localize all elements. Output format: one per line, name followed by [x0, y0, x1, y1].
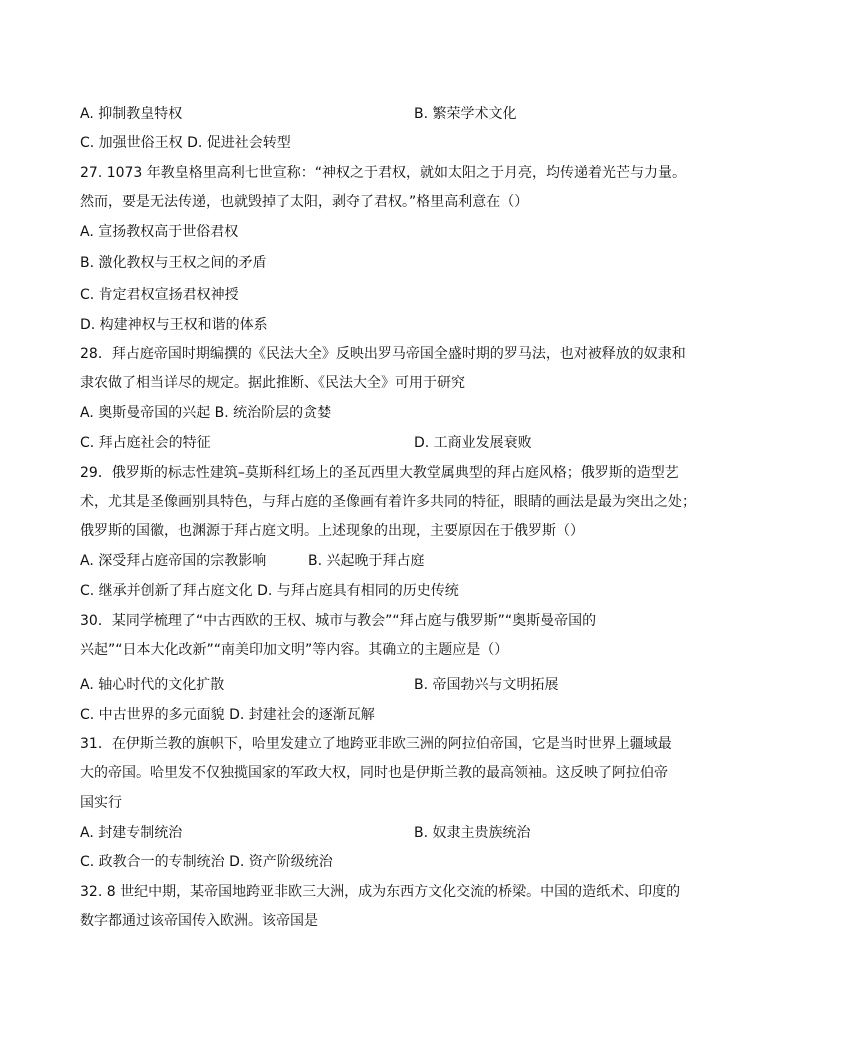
question-28-text: 28．拜占庭帝国时期编撰的《民法大全》反映出罗马帝国全盛时期的罗马法，也对被释放的奴隶和 — [80, 346, 686, 362]
question-29-text: 术，尤其是圣像画别具特色，与拜占庭的圣像画有着许多共同的特征，眼睛的画法是最为突出之处； — [80, 494, 696, 510]
question-28-text: 隶农做了相当详尽的规定。据此推断、《民法大全》可用于研究 — [80, 375, 465, 391]
option-a: A. 封建专制统治 — [80, 825, 183, 841]
option-row: C. 政教合一的专制统治 D. 资产阶级统治 — [80, 854, 333, 870]
option-row: C. 继承并创新了拜占庭文化 D. 与拜占庭具有相同的历史传统 — [80, 583, 459, 599]
question-32-text: 32. 8 世纪中期，某帝国地跨亚非欧三大洲，成为东西方文化交流的桥梁。中国的造纸术、印度的 — [80, 884, 681, 900]
question-30-text: 30．某同学梳理了“中古西欧的王权、城市与教会”“拜占庭与俄罗斯”“奥斯曼帝国的 — [80, 613, 597, 629]
option-row — [80, 551, 425, 571]
option-a: A. 轴心时代的文化扩散 — [80, 677, 225, 693]
option-a: A. 深受拜占庭帝国的宗教影响 — [80, 553, 267, 569]
option-d: D. 构建神权与王权和谐的体系 — [80, 317, 268, 333]
option-a: A. 宣扬教权高于世俗君权 — [80, 224, 239, 240]
option-row — [80, 433, 532, 453]
question-29-text: 俄罗斯的国徽，也渊源于拜占庭文明。上述现象的出现，主要原因在于俄罗斯（） — [80, 523, 584, 539]
question-29-text: 29．俄罗斯的标志性建筑–莫斯科红场上的圣瓦西里大教堂属典型的拜占庭风格；俄罗斯的造型艺 — [80, 465, 679, 481]
question-27-text: 然而，要是无法传递，也就毁掉了太阳，剥夺了君权。”格里高利意在（） — [80, 194, 529, 210]
option-row: C. 加强世俗王权 D. 促进社会转型 — [80, 135, 291, 151]
question-32-text: 数字都通过该帝国传入欧洲。该帝国是 — [80, 913, 318, 929]
question-31-text: 31．在伊斯兰教的旗帜下，哈里发建立了地跨亚非欧三洲的阿拉伯帝国，它是当时世界上疆域最 — [80, 736, 672, 752]
option-c: C. 肯定君权宣扬君权神授 — [80, 287, 239, 303]
option-b: B. 激化教权与王权之间的矛盾 — [80, 255, 267, 271]
option-row — [80, 675, 559, 695]
option-b: B. 帝国勃兴与文明拓展 — [414, 677, 559, 693]
option-row: C. 中古世界的多元面貌 D. 封建社会的逐渐瓦解 — [80, 707, 375, 723]
option-row — [80, 104, 517, 124]
option-d: D. 工商业发展衰败 — [414, 435, 532, 451]
question-31-text: 国实行 — [80, 795, 122, 811]
option-b: B. 兴起晚于拜占庭 — [308, 553, 425, 569]
option-a: A. 抑制教皇特权 — [80, 106, 183, 122]
question-27-text: 27. 1073 年教皇格里高利七世宣称：“神权之于君权，就如太阳之于月亮，均传递着光芒与力量。 — [80, 165, 687, 181]
option-b: B. 奴隶主贵族统治 — [414, 825, 531, 841]
option-c: C. 拜占庭社会的特征 — [80, 435, 211, 451]
question-31-text: 大的帝国。哈里发不仅独揽国家的军政大权，同时也是伊斯兰教的最高领袖。这反映了阿拉伯帝 — [80, 765, 668, 781]
option-b: B. 繁荣学术文化 — [414, 106, 517, 122]
option-row: A. 奥斯曼帝国的兴起 B. 统治阶层的贪婪 — [80, 405, 332, 421]
option-row — [80, 823, 531, 843]
question-30-text: 兴起”“日本大化改新”“南美印加文明”等内容。其确立的主题应是（） — [80, 642, 509, 658]
